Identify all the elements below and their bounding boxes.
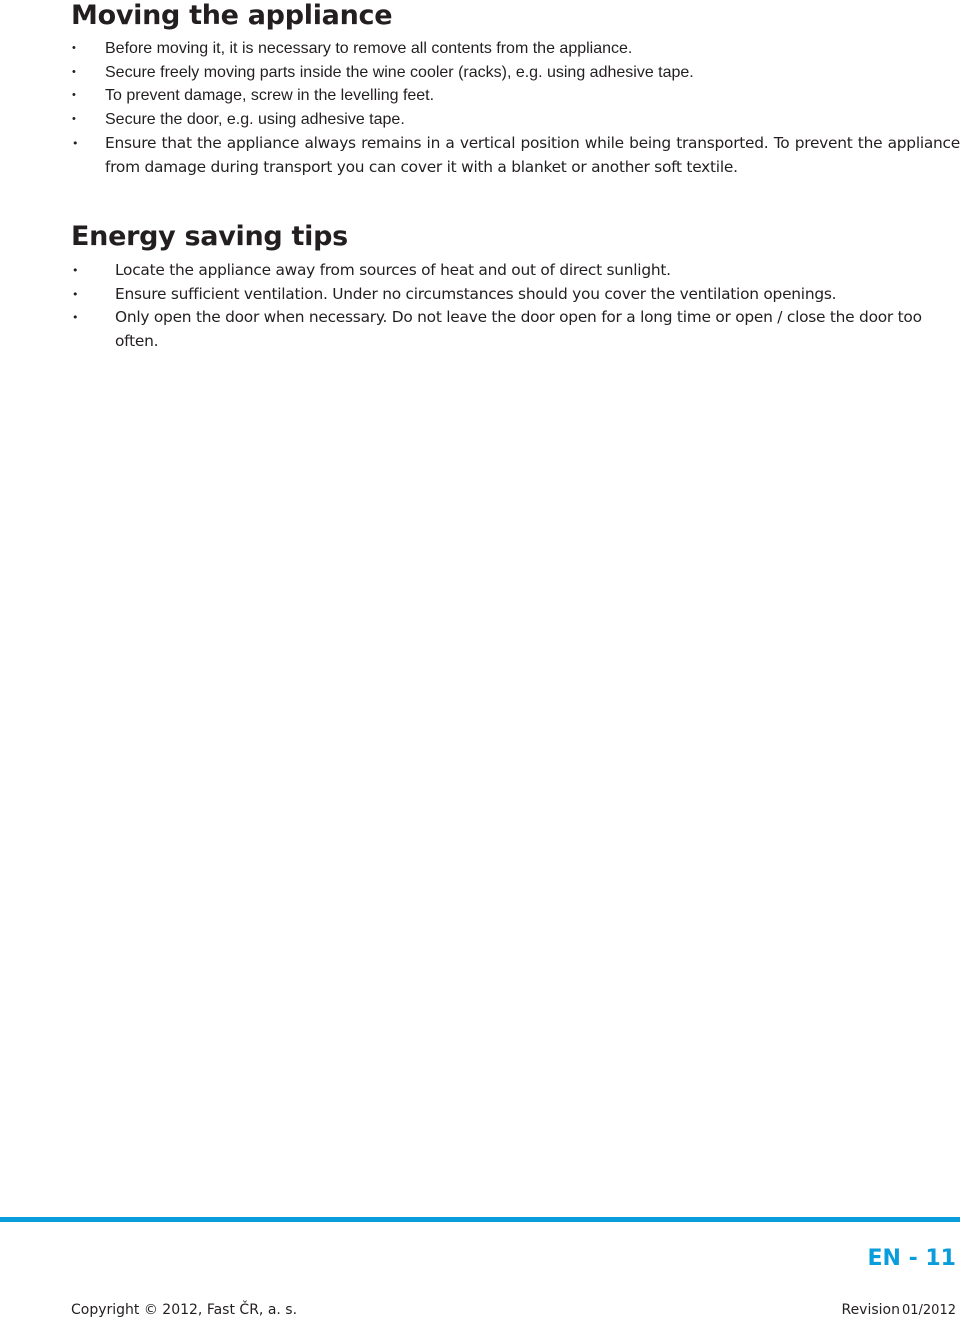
list-item [72, 61, 960, 85]
list-item-text: Ensure sufficient ventilation. Under no circumstances should you cover the ventilation openings. [115, 284, 837, 303]
moving-instructions-list [72, 37, 960, 179]
list-item [72, 306, 960, 353]
list-item-text: Before moving it, it is necessary to remove all contents from the appliance. [105, 40, 633, 57]
list-item-text: Only open the door when necessary. Do not leave the door open for a long time or open / close the door too often. [115, 308, 922, 351]
bullet-icon: • [72, 42, 76, 54]
list-item [72, 84, 960, 108]
section-heading-energy: Energy saving tips [71, 221, 348, 252]
revision-value: 01/2012 [901, 1303, 956, 1318]
list-item [72, 132, 960, 179]
bullet-icon: • [72, 136, 79, 150]
bullet-icon: • [72, 264, 79, 277]
bullet-icon: • [72, 89, 76, 102]
list-item-text: Secure the door, e.g. using adhesive tape. [105, 111, 405, 129]
list-item [72, 283, 960, 307]
list-item [72, 259, 960, 283]
footer-divider [0, 1217, 960, 1222]
bullet-icon: • [72, 287, 79, 301]
list-item [72, 108, 960, 132]
list-item-text: To prevent damage, screw in the levelling feet. [105, 87, 435, 105]
bullet-icon: • [72, 65, 76, 78]
bullet-icon: • [72, 311, 79, 325]
revision-info [841, 1301, 956, 1320]
copyright-notice: Copyright © 2012, Fast ČR, a. s. [71, 1302, 298, 1318]
list-item [72, 37, 960, 61]
list-item-text: Secure freely moving parts inside the wine cooler (racks), e.g. using adhesive tape. [105, 63, 694, 81]
list-item-text: Ensure that the appliance always remains in a vertical position while being transported. To prevent the appliance from damage during transport you can cover it with a blanket or another soft textile. [105, 133, 960, 176]
page-number: EN - 11 [867, 1246, 956, 1271]
bullet-icon: • [72, 113, 76, 126]
revision-label: Revision [841, 1302, 900, 1318]
energy-tips-list [72, 259, 960, 354]
section-heading-moving: Moving the appliance [71, 0, 393, 31]
list-item-text: Locate the appliance away from sources of heat and out of direct sunlight. [115, 261, 671, 279]
